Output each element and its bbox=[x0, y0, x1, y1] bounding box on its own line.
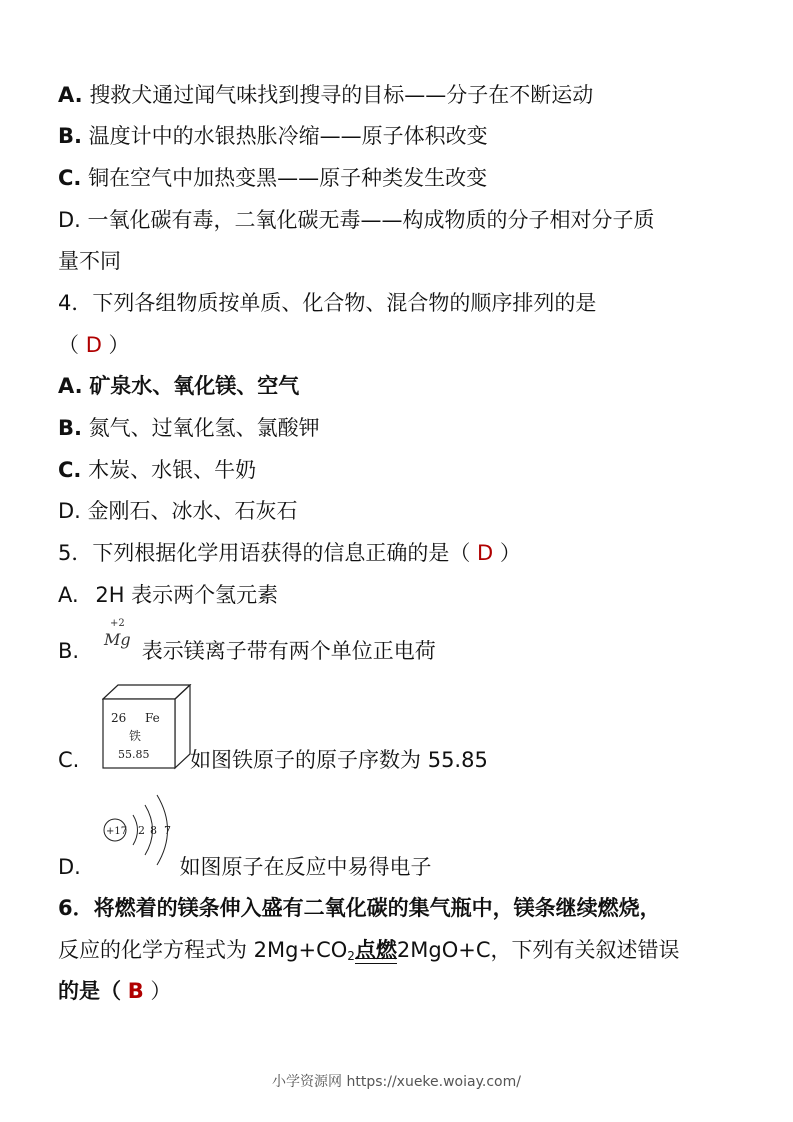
q3-option-d bbox=[58, 206, 655, 234]
shell-electrons-3: 7 bbox=[164, 824, 171, 837]
q5-option-c bbox=[58, 746, 488, 774]
option-text: 如图原子在反应中易得电子 bbox=[179, 855, 432, 879]
answer-letter: D bbox=[85, 333, 102, 357]
atomic-mass: 55.85 bbox=[118, 748, 150, 761]
option-label: D. bbox=[58, 855, 81, 879]
option-label: B. bbox=[58, 124, 82, 148]
reaction-condition bbox=[355, 936, 397, 964]
option-text: 温度计中的水银热胀冷缩——原子体积改变 bbox=[88, 124, 488, 148]
element-name: 铁 bbox=[129, 729, 142, 743]
q5-option-d bbox=[58, 853, 432, 881]
q6-stem-line2 bbox=[58, 936, 680, 970]
q4-stem bbox=[58, 289, 596, 317]
option-text: 铜在空气中加热变黑——原子种类发生改变 bbox=[88, 166, 488, 190]
option-text: 金刚石、冰水、石灰石 bbox=[87, 499, 298, 523]
question-stem-end: 的是（ bbox=[58, 979, 121, 1003]
option-text: 氮气、过氧化氢、氯酸钾 bbox=[88, 416, 320, 440]
option-text: 搜救犬通过闻气味找到搜寻的目标——分子在不断运动 bbox=[89, 83, 594, 107]
paren-open: （ bbox=[58, 333, 79, 357]
nucleus-charge: +17 bbox=[106, 826, 128, 837]
option-text: 一氧化碳有毒，二氧化碳无毒——构成物质的分子相对分子质 bbox=[87, 208, 655, 232]
answer-letter: D bbox=[477, 541, 494, 565]
element-symbol: Mg bbox=[104, 630, 131, 649]
q5-option-b bbox=[58, 637, 436, 665]
option-label: C. bbox=[58, 748, 80, 772]
q4-answer-line bbox=[58, 331, 130, 359]
q3-option-a bbox=[58, 81, 593, 109]
q4-option-b bbox=[58, 414, 320, 442]
paren-close: ） bbox=[150, 979, 172, 1003]
atomic-number: 26 bbox=[111, 711, 127, 725]
q4-option-a bbox=[58, 372, 299, 400]
shell-electrons-1: 2 bbox=[138, 824, 145, 837]
option-label: C. bbox=[58, 166, 82, 190]
answer-letter: B bbox=[127, 979, 144, 1003]
double-equals-line bbox=[355, 958, 397, 964]
q4-option-d bbox=[58, 497, 298, 525]
option-label: A. bbox=[58, 83, 83, 107]
option-label: D. bbox=[58, 499, 81, 523]
paren-close: ） bbox=[108, 333, 130, 357]
q5-option-a bbox=[58, 581, 278, 609]
condition-label: 点燃 bbox=[354, 938, 397, 962]
option-text: 木炭、水银、牛奶 bbox=[88, 458, 257, 482]
question-stem: 6．将燃着的镁条伸入盛有二氧化碳的集气瓶中，镁条继续燃烧， bbox=[58, 896, 661, 920]
footer-source: 小学资源网 https://xueke.woiay.com/ bbox=[272, 1074, 521, 1090]
option-text: 表示镁离子带有两个单位正电荷 bbox=[141, 639, 436, 663]
option-label: D. bbox=[58, 208, 81, 232]
option-label: C. bbox=[58, 458, 82, 482]
question-stem: 5．下列根据化学用语获得的信息正确的是（ bbox=[58, 541, 471, 565]
charge-label: +2 bbox=[110, 618, 125, 629]
q6-stem-line3 bbox=[58, 977, 171, 1005]
shell-electrons-2: 8 bbox=[150, 824, 157, 837]
option-label: A. bbox=[58, 374, 83, 398]
option-text: 矿泉水、氧化镁、空气 bbox=[89, 374, 300, 398]
element-symbol: Fe bbox=[145, 711, 160, 725]
paren-close: ） bbox=[499, 541, 521, 565]
q4-option-c bbox=[58, 456, 256, 484]
option-label: B. bbox=[58, 416, 82, 440]
question-stem: 4．下列各组物质按单质、化合物、混合物的顺序排列的是 bbox=[58, 291, 597, 315]
option-text: 量不同 bbox=[58, 249, 121, 273]
option-label: A. bbox=[58, 583, 79, 607]
q3-option-d-continued bbox=[58, 247, 121, 275]
option-text: 2H 表示两个氢元素 bbox=[95, 583, 279, 607]
option-label: B. bbox=[58, 639, 80, 663]
equation-tail: 2MgO+C，下列有关叙述错误 bbox=[396, 938, 680, 962]
q3-option-c bbox=[58, 164, 487, 192]
option-text: 如图铁原子的原子序数为 55.85 bbox=[190, 748, 488, 772]
subscript: 2 bbox=[347, 949, 355, 963]
q6-stem-line1 bbox=[58, 894, 661, 922]
q5-stem bbox=[58, 539, 521, 567]
equation-lead: 反应的化学方程式为 2Mg+CO bbox=[58, 938, 348, 962]
q3-option-b bbox=[58, 122, 488, 150]
